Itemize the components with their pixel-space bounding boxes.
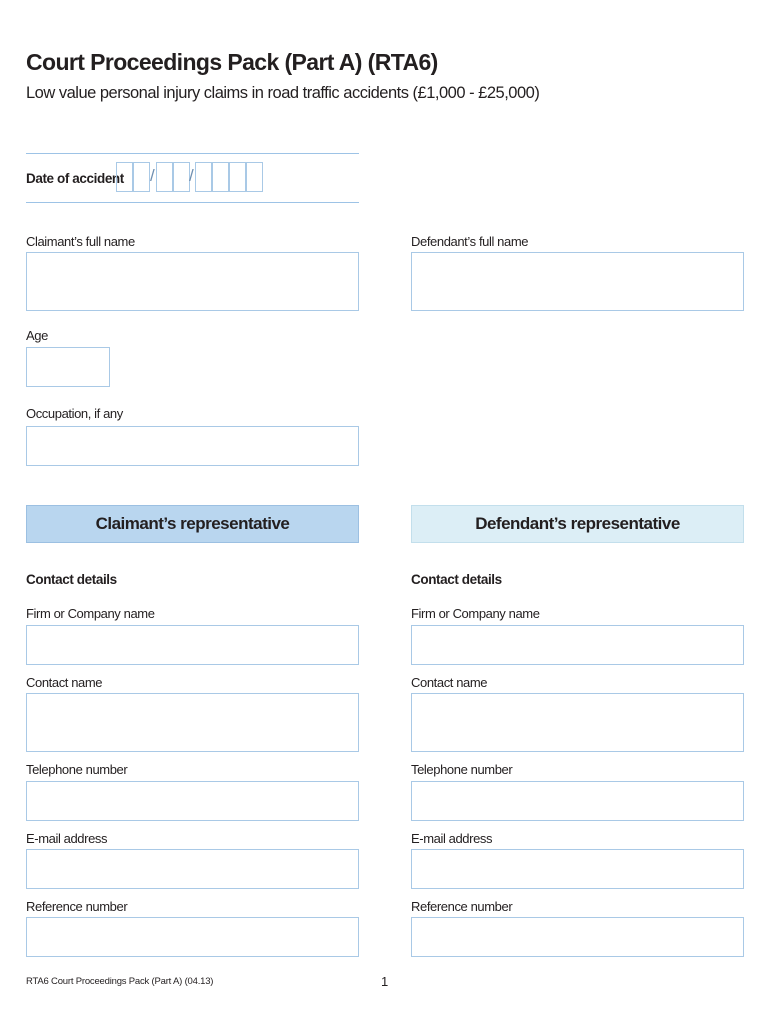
divider-top (26, 153, 359, 154)
claimant-rep-email-label: E-mail address (26, 831, 108, 846)
defendant-rep-reference-label: Reference number (411, 899, 513, 914)
defendant-rep-email-field[interactable] (411, 849, 744, 889)
date-of-accident-label: Date of accident (26, 171, 124, 186)
defendant-full-name-field[interactable] (411, 252, 744, 311)
claimant-rep-reference-field[interactable] (26, 917, 359, 957)
defendants-representative-heading: Defendant’s representative (411, 505, 744, 543)
page-title: Court Proceedings Pack (Part A) (RTA6) (26, 49, 438, 75)
date-year-digit-2[interactable] (212, 162, 229, 192)
claimant-rep-email-field[interactable] (26, 849, 359, 889)
claimant-rep-telephone-label: Telephone number (26, 762, 128, 777)
page-number: 1 (381, 974, 389, 989)
defendant-rep-firm-label: Firm or Company name (411, 606, 540, 621)
defendant-rep-telephone-field[interactable] (411, 781, 744, 821)
defendant-full-name-label: Defendant’s full name (411, 234, 529, 249)
date-month-digit-1[interactable] (156, 162, 173, 192)
claimant-rep-telephone-field[interactable] (26, 781, 359, 821)
page-subtitle: Low value personal injury claims in road traffic accidents (£1,000 - £25,000) (26, 84, 540, 102)
defendant-rep-contact-name-field[interactable] (411, 693, 744, 752)
occupation-field[interactable] (26, 426, 359, 466)
defendant-rep-reference-field[interactable] (411, 917, 744, 957)
divider-bottom (26, 202, 359, 203)
occupation-label: Occupation, if any (26, 406, 123, 421)
date-separator: / (189, 166, 194, 185)
claimant-rep-firm-label: Firm or Company name (26, 606, 155, 621)
date-year-digit-3[interactable] (229, 162, 246, 192)
claimant-contact-details-heading: Contact details (26, 572, 117, 587)
date-separator: / (150, 166, 155, 185)
age-label: Age (26, 328, 48, 343)
defendant-rep-contact-name-label: Contact name (411, 675, 488, 690)
defendant-rep-firm-field[interactable] (411, 625, 744, 665)
form-code-footer: RTA6 Court Proceedings Pack (Part A) (04.13) (26, 976, 214, 987)
date-year-digit-4[interactable] (246, 162, 263, 192)
claimant-rep-contact-name-field[interactable] (26, 693, 359, 752)
claimants-representative-heading: Claimant’s representative (26, 505, 359, 543)
date-month-digit-2[interactable] (173, 162, 190, 192)
claimant-rep-contact-name-label: Contact name (26, 675, 103, 690)
date-day-digit-2[interactable] (133, 162, 150, 192)
claimant-rep-firm-field[interactable] (26, 625, 359, 665)
defendant-contact-details-heading: Contact details (411, 572, 502, 587)
defendant-rep-email-label: E-mail address (411, 831, 493, 846)
claimant-full-name-label: Claimant’s full name (26, 234, 135, 249)
date-day-digit-1[interactable] (116, 162, 133, 192)
age-field[interactable] (26, 347, 110, 387)
date-year-digit-1[interactable] (195, 162, 212, 192)
claimant-full-name-field[interactable] (26, 252, 359, 311)
defendant-rep-telephone-label: Telephone number (411, 762, 513, 777)
claimant-rep-reference-label: Reference number (26, 899, 128, 914)
